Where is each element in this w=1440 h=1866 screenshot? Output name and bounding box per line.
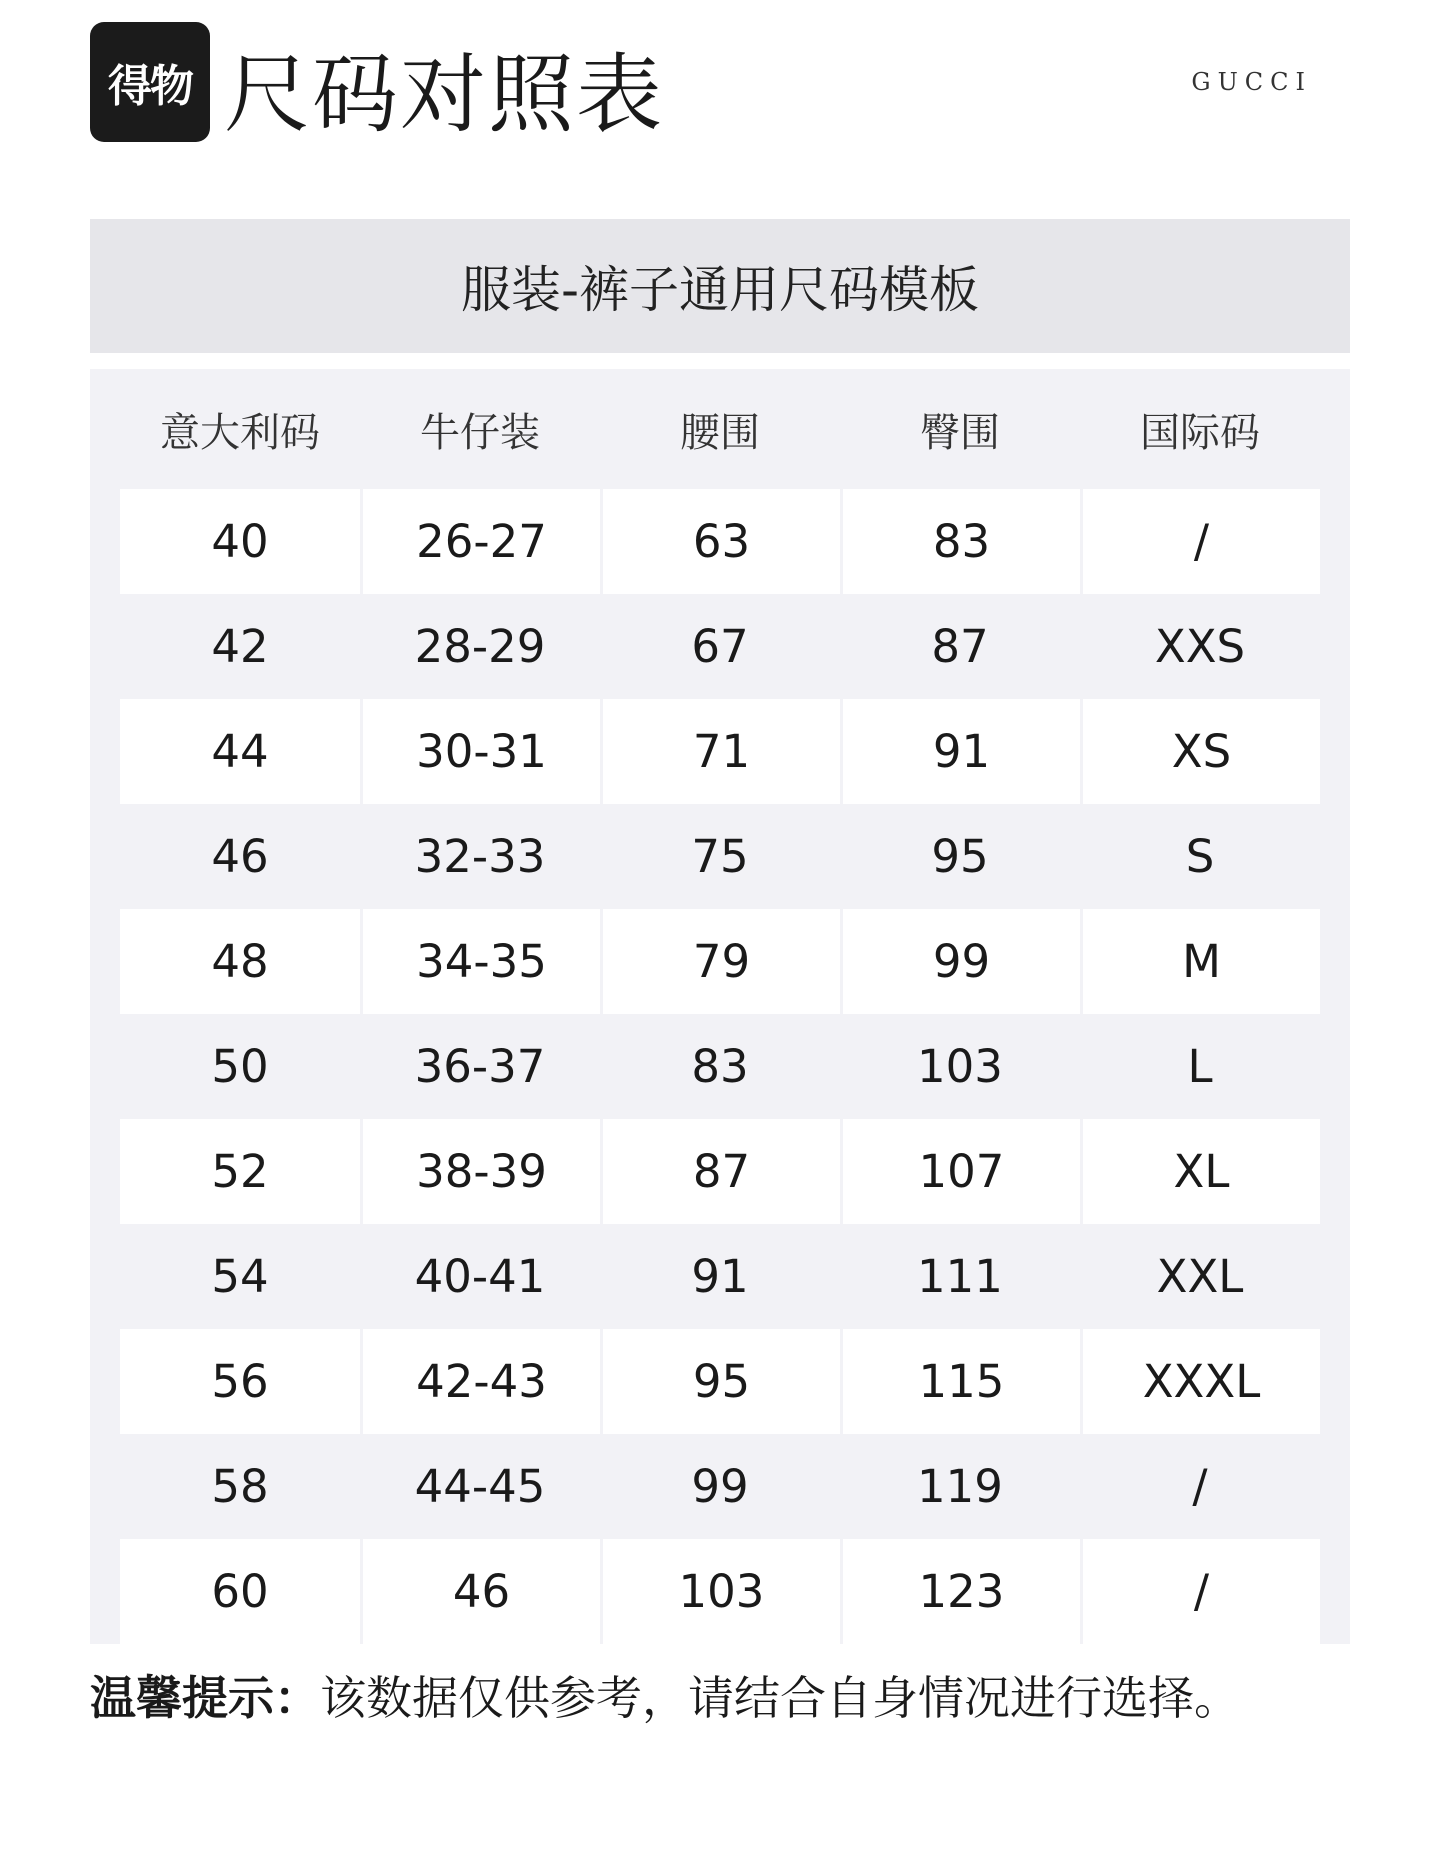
cell-waist: 95 bbox=[600, 1329, 840, 1434]
column-header-hip: 臀围 bbox=[920, 409, 1000, 456]
table-row bbox=[120, 1119, 1320, 1224]
app-logo-text: 得物 bbox=[108, 61, 192, 112]
cell-international-size: L bbox=[1187, 1040, 1213, 1093]
cell-waist: 79 bbox=[600, 909, 840, 1014]
cell-denim-size: 38-39 bbox=[360, 1119, 600, 1224]
cell-waist: 63 bbox=[600, 489, 840, 594]
table-row bbox=[120, 1329, 1320, 1434]
table-row bbox=[120, 1539, 1320, 1644]
table-row bbox=[120, 594, 1320, 699]
cell-denim-size: 46 bbox=[360, 1539, 600, 1644]
brand-name: GUCCI bbox=[1191, 68, 1312, 96]
cell-hip: 123 bbox=[840, 1539, 1080, 1644]
cell-denim-size: 36-37 bbox=[414, 1040, 546, 1093]
cell-international-size: XS bbox=[1080, 699, 1320, 804]
cell-hip: 99 bbox=[840, 909, 1080, 1014]
cell-waist: 71 bbox=[600, 699, 840, 804]
column-header-waist: 腰围 bbox=[680, 409, 760, 456]
cell-italian-size: 40 bbox=[120, 489, 360, 594]
cell-italian-size: 42 bbox=[211, 620, 269, 673]
cell-italian-size: 46 bbox=[211, 830, 269, 883]
table-row bbox=[120, 1014, 1320, 1119]
cell-denim-size: 30-31 bbox=[360, 699, 600, 804]
column-header-denim-size: 牛仔装 bbox=[420, 409, 540, 456]
cell-italian-size: 58 bbox=[211, 1460, 269, 1513]
header bbox=[90, 22, 1350, 162]
table-row bbox=[120, 804, 1320, 909]
cell-hip: 91 bbox=[840, 699, 1080, 804]
table-subtitle: 服装-裤子通用尺码模板 bbox=[460, 261, 980, 319]
cell-waist: 87 bbox=[600, 1119, 840, 1224]
column-header-international-size: 国际码 bbox=[1140, 409, 1260, 456]
cell-hip: 87 bbox=[931, 620, 989, 673]
cell-hip: 115 bbox=[840, 1329, 1080, 1434]
table-row bbox=[120, 699, 1320, 804]
page-title: 尺码对照表 bbox=[224, 45, 664, 145]
cell-denim-size: 28-29 bbox=[414, 620, 546, 673]
cell-waist: 75 bbox=[691, 830, 749, 883]
size-table bbox=[90, 369, 1350, 1644]
cell-hip: 107 bbox=[840, 1119, 1080, 1224]
cell-hip: 95 bbox=[931, 830, 989, 883]
cell-hip: 111 bbox=[917, 1250, 1003, 1303]
cell-italian-size: 52 bbox=[120, 1119, 360, 1224]
cell-waist: 91 bbox=[691, 1250, 749, 1303]
cell-international-size: XXXL bbox=[1080, 1329, 1320, 1434]
cell-italian-size: 54 bbox=[211, 1250, 269, 1303]
cell-italian-size: 56 bbox=[120, 1329, 360, 1434]
cell-international-size: / bbox=[1192, 1460, 1208, 1513]
cell-denim-size: 32-33 bbox=[414, 830, 546, 883]
cell-international-size: XXL bbox=[1156, 1250, 1244, 1303]
table-row bbox=[120, 909, 1320, 1014]
cell-hip: 119 bbox=[917, 1460, 1003, 1513]
tip-text: 该数据仅供参考，请结合自身情况进行选择。 bbox=[320, 1671, 1240, 1725]
cell-denim-size: 34-35 bbox=[360, 909, 600, 1014]
cell-italian-size: 60 bbox=[120, 1539, 360, 1644]
cell-italian-size: 44 bbox=[120, 699, 360, 804]
cell-waist: 99 bbox=[691, 1460, 749, 1513]
cell-hip: 83 bbox=[840, 489, 1080, 594]
cell-hip: 103 bbox=[917, 1040, 1003, 1093]
cell-denim-size: 40-41 bbox=[414, 1250, 546, 1303]
cell-italian-size: 50 bbox=[211, 1040, 269, 1093]
tip-note bbox=[90, 1662, 1390, 1728]
cell-denim-size: 44-45 bbox=[414, 1460, 546, 1513]
table-body bbox=[120, 489, 1320, 1644]
table-header bbox=[120, 369, 1320, 489]
table-row bbox=[120, 489, 1320, 594]
cell-international-size: XL bbox=[1080, 1119, 1320, 1224]
table-row bbox=[120, 1434, 1320, 1539]
cell-italian-size: 48 bbox=[120, 909, 360, 1014]
cell-international-size: M bbox=[1080, 909, 1320, 1014]
cell-international-size: XXS bbox=[1154, 620, 1246, 673]
tip-label: 温馨提示： bbox=[90, 1671, 320, 1725]
cell-international-size: S bbox=[1185, 830, 1215, 883]
cell-international-size: / bbox=[1080, 489, 1320, 594]
app-logo bbox=[90, 22, 210, 142]
cell-denim-size: 26-27 bbox=[360, 489, 600, 594]
subtitle-bar bbox=[90, 219, 1350, 353]
column-header-italian-size: 意大利码 bbox=[160, 409, 320, 456]
cell-waist: 103 bbox=[600, 1539, 840, 1644]
cell-denim-size: 42-43 bbox=[360, 1329, 600, 1434]
cell-waist: 67 bbox=[691, 620, 749, 673]
cell-international-size: / bbox=[1080, 1539, 1320, 1644]
cell-waist: 83 bbox=[691, 1040, 749, 1093]
table-row bbox=[120, 1224, 1320, 1329]
